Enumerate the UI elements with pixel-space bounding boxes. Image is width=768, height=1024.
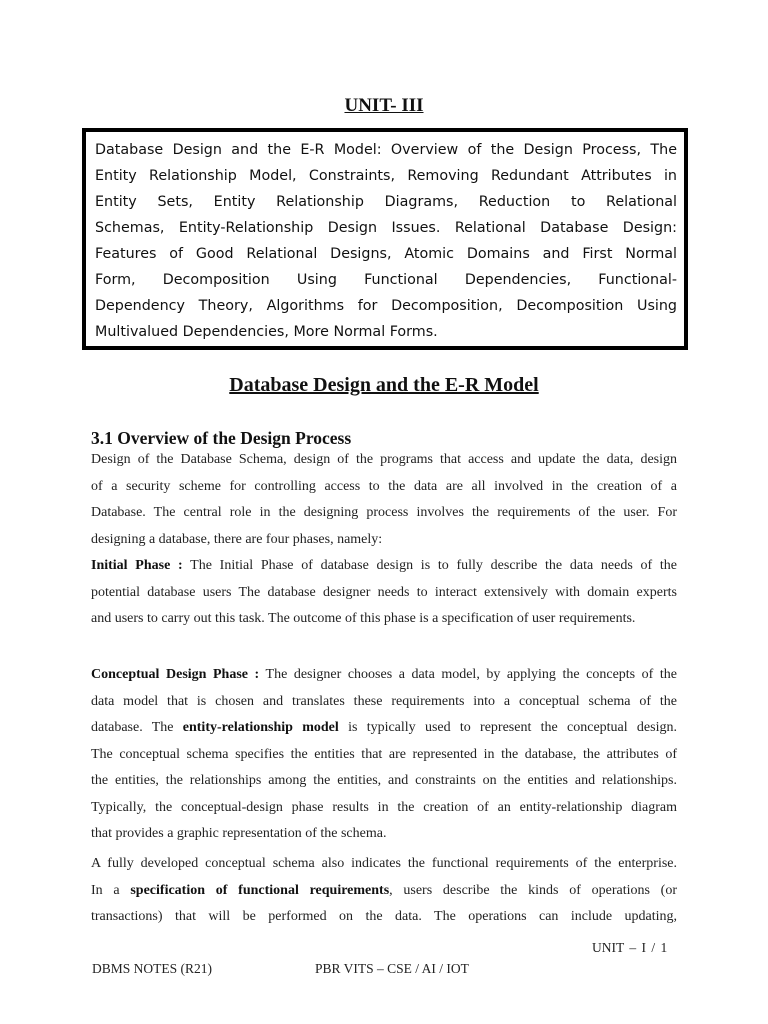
footer-course: DBMS NOTES (R21): [92, 961, 213, 976]
syllabus-line: Multivalued Dependencies, More Normal Forms.: [95, 324, 438, 340]
paragraph-line: [91, 878, 677, 905]
syllabus-line: Entity Sets, Entity Relationship Diagrams, Reduction to Relational: [95, 194, 677, 210]
text-run: database. The: [91, 720, 183, 735]
functional-requirements-paragraph: [91, 851, 677, 931]
syllabus-text: [95, 137, 677, 345]
paragraph-line: potential database users The database designer needs to interact extensively with domain experts: [91, 584, 677, 600]
paragraph-line: data model that is chosen and translates these requirements into a conceptual schema of the: [91, 693, 677, 709]
conceptual-phase-label: Conceptual Design Phase :: [91, 667, 260, 682]
paragraph-line: of a security scheme for controlling access to the data are all involved in the creation of a: [91, 478, 677, 494]
paragraph-line: Design of the Database Schema, design of the programs that access and update the data, design: [91, 452, 677, 467]
syllabus-line: Dependency Theory, Algorithms for Decomposition, Decomposition Using: [95, 298, 677, 314]
subsection-title: 3.1 Overview of the Design Process: [91, 428, 352, 448]
paragraph-line: The conceptual schema specifies the entities that are represented in the database, the attributes of: [91, 746, 677, 762]
syllabus-line: Entity Relationship Model, Constraints, Removing Redundant Attributes in: [95, 168, 677, 184]
initial-phase-paragraph: [91, 553, 677, 633]
paragraph-line: transactions) that will be performed on the data. The operations can include updating,: [91, 909, 677, 924]
paragraph-line: [91, 662, 677, 689]
paragraph-line: that provides a graphic representation of the schema.: [91, 826, 387, 841]
syllabus-line: Schemas, Entity-Relationship Design Issues. Relational Database Design:: [95, 220, 677, 236]
conceptual-phase-text: The designer chooses a data model, by applying the concepts of the: [259, 667, 677, 682]
conceptual-phase-paragraph: [91, 662, 677, 848]
paragraph-line: Database. The central role in the designing process involves the requirements of the user. For: [91, 505, 677, 520]
paragraph-line: [91, 553, 677, 580]
section-title: Database Design and the E-R Model: [229, 374, 539, 396]
initial-phase-text: The Initial Phase of database design is to fully describe the data needs of the: [182, 558, 677, 573]
footer-college: PBR VITS – CSE / AI / IOT: [315, 961, 469, 976]
text-run: , users describe the kinds of operations (or: [389, 882, 677, 898]
paragraph-line: Typically, the conceptual-design phase results in the creation of an entity-relationship diagram: [91, 799, 677, 815]
er-model-term: entity-relationship model: [182, 720, 339, 735]
paragraph-line: designing a database, there are four phases, namely:: [91, 531, 383, 547]
paragraph-line: and users to carry out this task. The outcome of this phase is a specification of user requirements.: [91, 611, 636, 626]
syllabus-line: Database Design and the E-R Model: Overview of the Design Process, The: [95, 142, 677, 158]
unit-title: UNIT- III: [344, 95, 424, 116]
page-number: UNIT – I / 1: [592, 940, 668, 955]
intro-paragraph: [91, 447, 677, 553]
paragraph-line: A fully developed conceptual schema also indicates the functional requirements of the enterprise.: [91, 856, 677, 871]
initial-phase-label: Initial Phase :: [91, 558, 183, 573]
paragraph-line: [91, 715, 677, 742]
syllabus-line: Features of Good Relational Designs, Atomic Domains and First Normal: [95, 246, 677, 262]
paragraph-line: the entities, the relationships among the entities, and constraints on the entities and relationships.: [91, 773, 677, 788]
text-run: is typically used to represent the conceptual design.: [338, 720, 677, 735]
functional-requirements-term: specification of functional requirements: [130, 882, 390, 898]
text-run: In a: [91, 882, 131, 898]
syllabus-line: Form, Decomposition Using Functional Dependencies, Functional-: [95, 272, 677, 288]
